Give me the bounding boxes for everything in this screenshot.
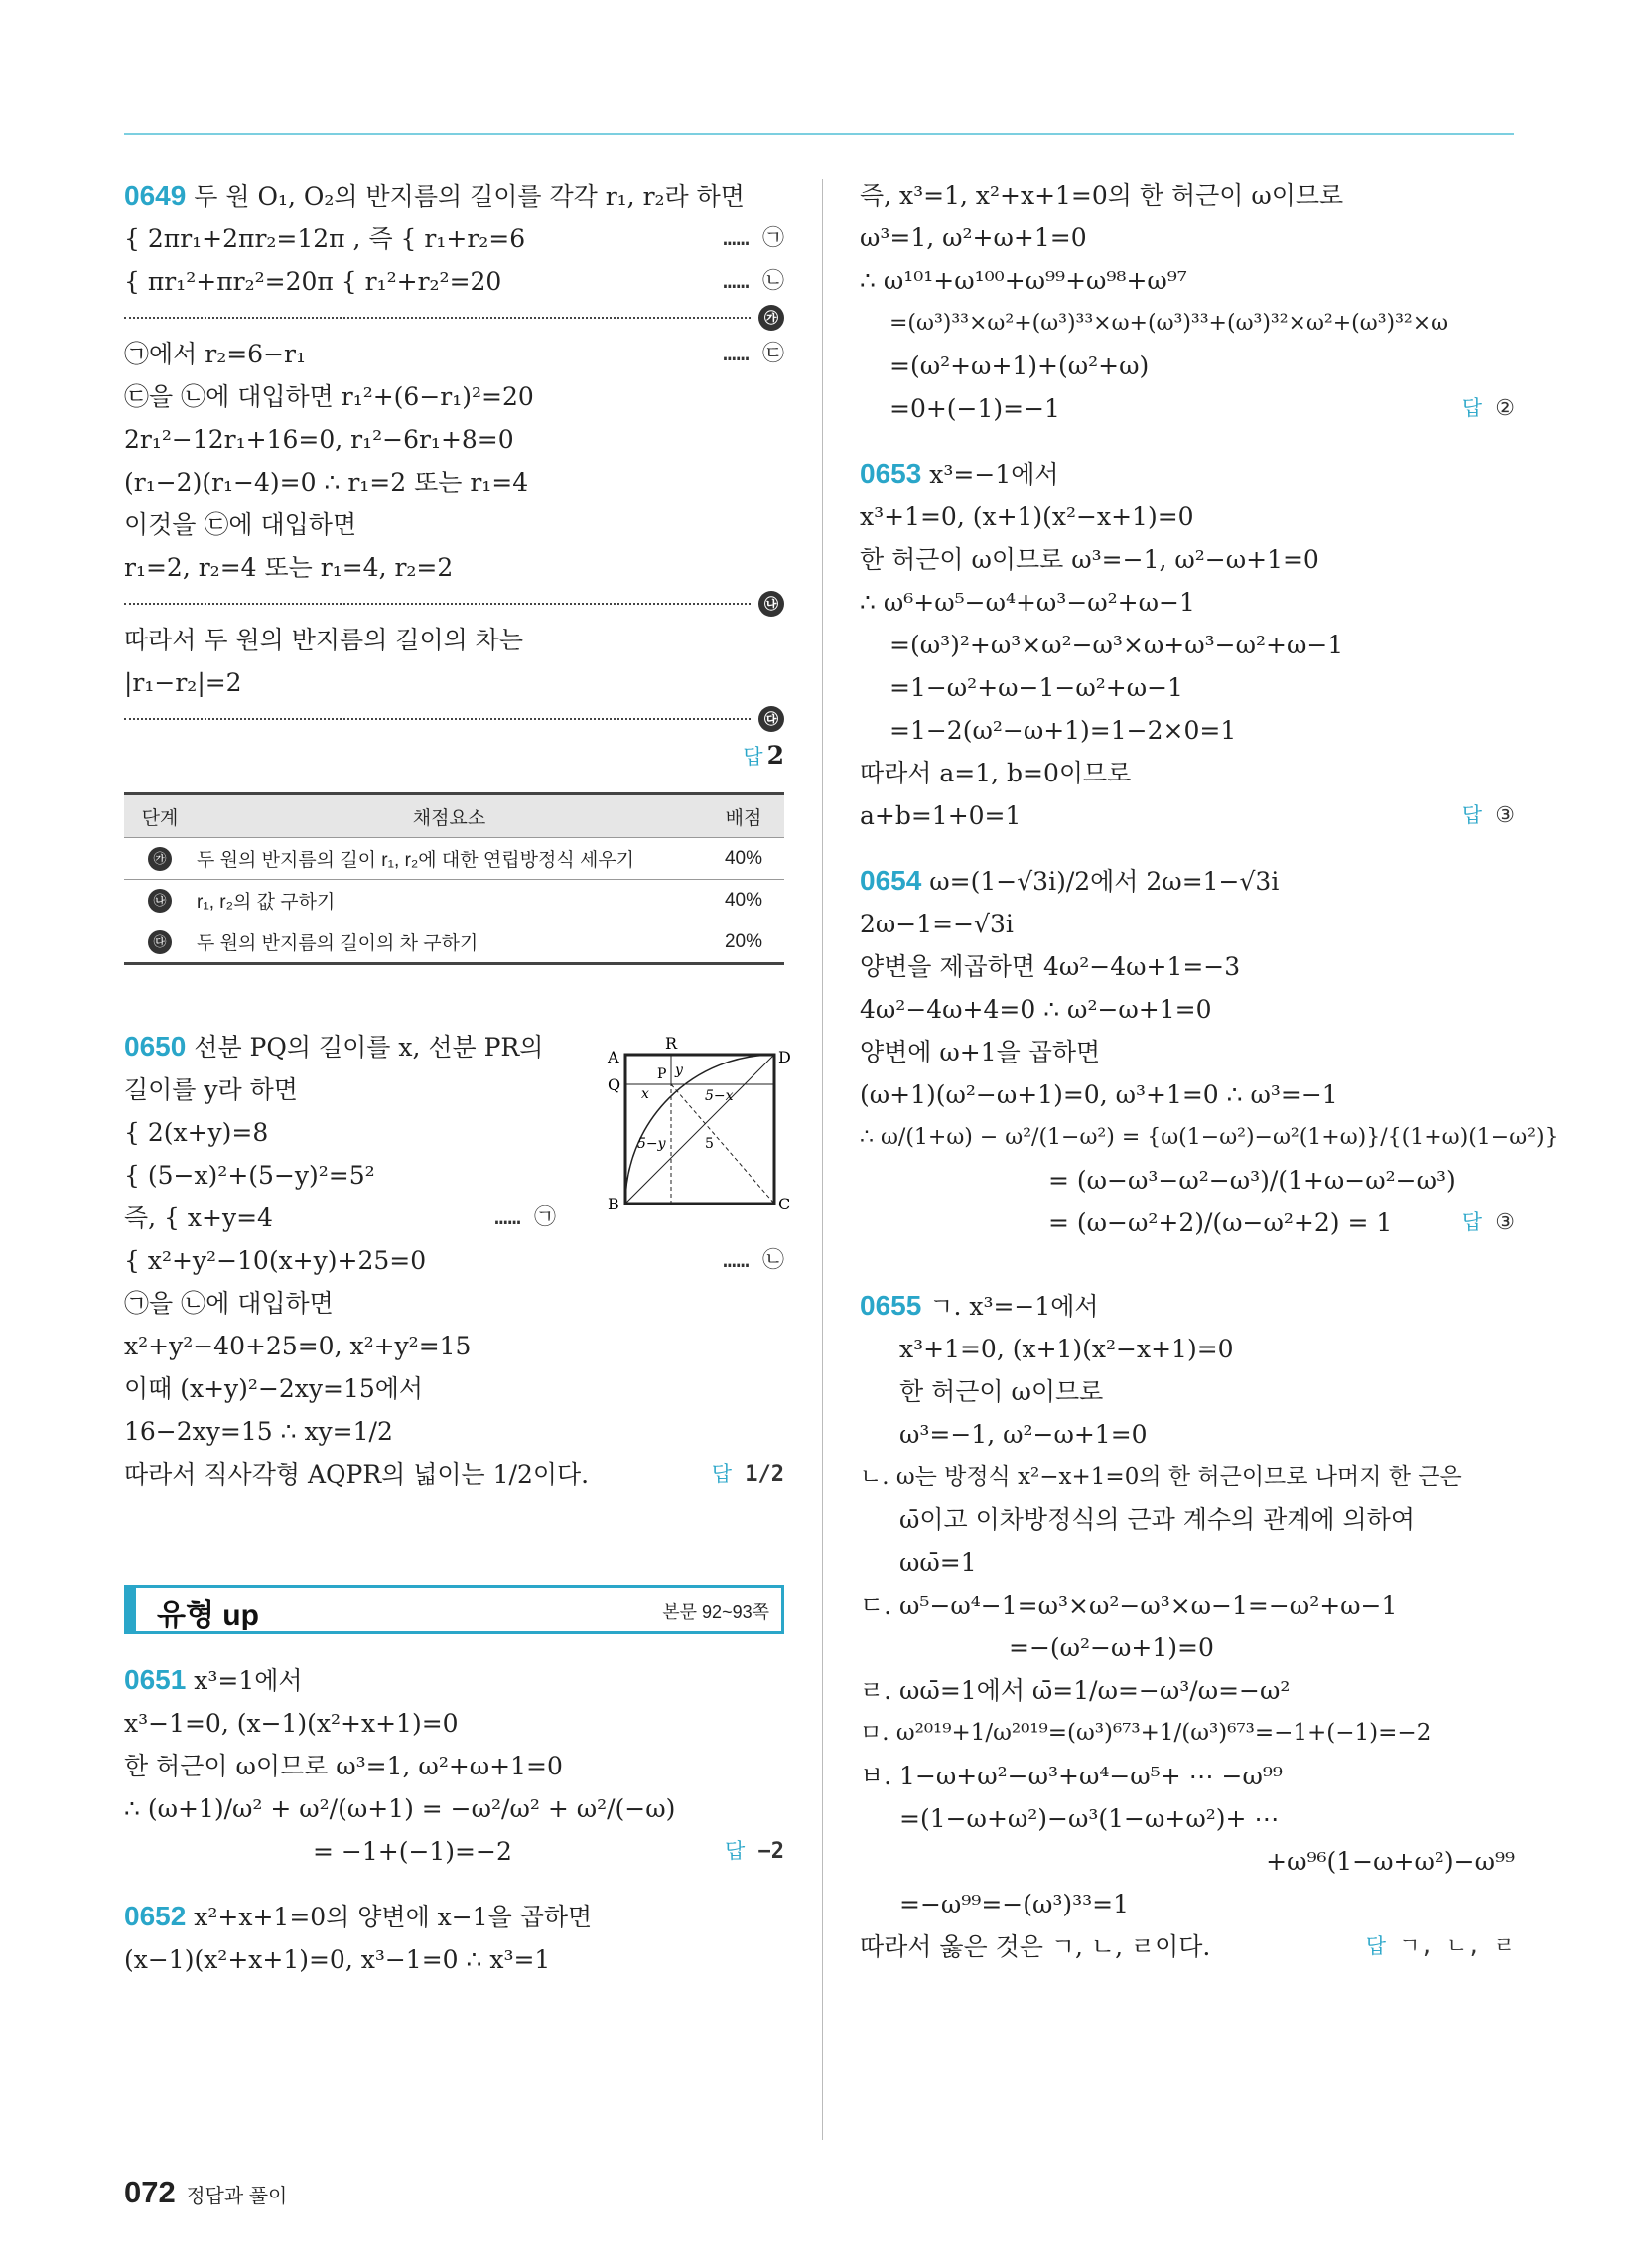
step-separator: ㉮ <box>124 303 784 333</box>
label-P: P <box>657 1066 667 1082</box>
left-column <box>124 174 791 1981</box>
label-5-y: 5−y <box>637 1136 666 1152</box>
problem-0652-continued: 즉, x³=1, x²+x+1=0의 한 허근이 ω이므로 ω³=1, ω²+ω+1=0 ∴ ω¹⁰¹+ω¹⁰⁰+ω⁹⁹+ω⁹⁸+ω⁹⁷ =(ω³)³³×ω²+(ω³)³³×ω+(ω³)³³+(ω³)³²×ω²+(ω³)³²×ω =(ω²+ω+1)+(ω²+ω) =0+(−1)=−1 답 ② <box>860 181 1515 423</box>
problem-number: 0653 <box>860 458 922 489</box>
page-number: 072 <box>124 2175 176 2209</box>
label-R: R <box>665 1034 678 1053</box>
problem-number: 0650 <box>124 1031 187 1062</box>
column-divider <box>822 179 823 2140</box>
table-row: ㉰ 두 원의 반지름의 길이의 차 구하기 20% <box>124 921 784 964</box>
section-reference: 본문 92~93쪽 <box>662 1602 769 1622</box>
problem-0655: 0655 ㄱ. x³=−1에서 x³+1=0, (x+1)(x²−x+1)=0 한 허근이 ω이므로 ω³=−1, ω²−ω+1=0 ㄴ. ω는 방정식 x²−x+1=0의 한 허근이므로 나머지 한 근은 ω̄이고 이차방정식의 근과 계수의 관계에 의하여 ωω̄=1 ㄷ. ω⁵−ω⁴−1=ω³×ω²−ω³×ω−1=−ω²+ω−1 =−(ω²−ω+1)=0 ㄹ. ωω̄=1에서 ω̄=1/ω=−ω³/ω=−ω² ㅁ. ω²⁰¹⁹+1/ω²⁰¹⁹=(ω³)⁶⁷³+1/(ω³)⁶⁷³=−1+(−1)=−2 ㅂ. 1−ω+ω²−ω³+ω⁴−ω⁵+ ⋯ −ω⁹⁹ =(1−ω+ω²)−ω³(1−ω+ω²)+ ⋯ +ω⁹⁶(1−ω+ω²)−ω⁹⁹ =−ω⁹⁹=−(ω³)³³=1 따라서 옳은 것은 ㄱ, ㄴ, ㄹ이다. 답 ㄱ, ㄴ, ㄹ <box>860 1290 1515 1961</box>
label-C: C <box>778 1195 791 1213</box>
label-x: x <box>641 1086 649 1102</box>
problem-number: 0649 <box>124 180 187 211</box>
label-5: 5 <box>705 1136 714 1152</box>
step-separator: ㉰ <box>124 704 784 734</box>
step-separator: ㉯ <box>124 589 784 619</box>
right-column <box>860 174 1559 1968</box>
problem-0653: 0653 x³=−1에서 x³+1=0, (x+1)(x²−x+1)=0 한 허근이 ω이므로 ω³=−1, ω²−ω+1=0 ∴ ω⁶+ω⁵−ω⁴+ω³−ω²+ω−1 =(ω³)²+ω³×ω²−ω³×ω+ω³−ω²+ω−1 =1−ω²+ω−1−ω²+ω−1 =1−2(ω²−ω+1)=1−2×0=1 따라서 a=1, b=0이므로 a+b=1+0=1 답 ③ <box>860 458 1515 830</box>
top-rule <box>124 133 1514 135</box>
label-D: D <box>778 1048 791 1066</box>
label-y: y <box>675 1063 683 1078</box>
problem-0650: A R D Q P B C x y 5−x 5−y 5 0650 선분 PQ의 길이를 x, 선분 PR의 길이를 y라 하면 { 2(x+y)=8 { (5−x)²+(5−y)²=5² 즉, { x+y=4 …… ㉠ { x²+y²−10(x+y)+25=0 …… ㉡ ㉠을 ㉡에 대입하면 x²+y²−40+25=0, x²+y²=15 이때 (x+y)²−2xy=15에서 16−2xy=15 ∴ xy=1/2 따라서 직사각형 AQPR의 넓이는 1/2이다. 답 1/2 <box>124 1025 784 1495</box>
label-5-x: 5−x <box>705 1088 734 1104</box>
problem-0654: 0654 ω=(1−√3i)/2에서 2ω=1−√3i 2ω−1=−√3i 양변을 제곱하면 4ω²−4ω+1=−3 4ω²−4ω+4=0 ∴ ω²−ω+1=0 양변에 ω+1을 곱하면 (ω+1)(ω²−ω+1)=0, ω³+1=0 ∴ ω³=−1 ∴ ω/(1+ω) − ω²/(1−ω²) = {ω(1−ω²)−ω²(1+ω)}/{(1+ω)(1−ω²)} = (ω−ω³−ω²−ω³)/(1+ω−ω²−ω³) = (ω−ω²+2)/(ω−ω²+2) = 1 답 ③ <box>860 865 1559 1237</box>
scoring-table: 단계 채점요소 배점 ㉮ 두 원의 반지름의 길이 r₁, r₂에 대한 연립방정식 세우기 40% ㉯ r₁, r₂의 값 구하기 40% ㉰ 두 원의 반지름의 길이의 차 구하기 20% <box>124 792 784 965</box>
problem-0651: 0651 x³=1에서 x³−1=0, (x−1)(x²+x+1)=0 한 허근이 ω이므로 ω³=1, ω²+ω+1=0 ∴ (ω+1)/ω² + ω²/(ω+1) = −ω²/ω² + ω²/(−ω) = −1+(−1)=−2 답 −2 <box>124 1664 784 1866</box>
table-row: ㉮ 두 원의 반지름의 길이 r₁, r₂에 대한 연립방정식 세우기 40% <box>124 838 784 880</box>
problem-number: 0651 <box>124 1664 187 1695</box>
footer-title: 정답과 풀이 <box>186 2186 288 2207</box>
answer: 답 2 <box>743 741 784 770</box>
problem-0649: 0649 두 원 O₁, O₂의 반지름의 길이를 각각 r₁, r₂라 하면 { 2πr₁+2πr₂=12π , 즉 { r₁+r₂=6 …… ㉠ { πr₁²+πr₂²=20π { r₁²+r₂²=20 …… ㉡ ㉮ ㉠에서 r₂=6−r₁ …… ㉢ ㉢을 ㉡에 대입하면 r₁²+(6−r₁)²=20 2r₁²−12r₁+16=0, r₁²−6r₁+8=0 (r₁−2)(r₁−4)=0 ∴ r₁=2 또는 r₁=4 이것을 ㉢에 대입하면 r₁=2, r₂=4 또는 r₁=4, r₂=2 ㉯ 따라서 두 원의 반지름의 길이의 차는 |r₁−r₂|=2 ㉰ 답 2 <box>124 174 784 779</box>
label-Q: Q <box>608 1075 621 1094</box>
problem-number: 0654 <box>860 865 922 896</box>
label-B: B <box>608 1195 619 1213</box>
problem-number: 0655 <box>860 1290 922 1321</box>
page-footer <box>124 2175 287 2210</box>
problem-number: 0652 <box>124 1901 187 1931</box>
section-header <box>124 1585 784 1634</box>
table-row: ㉯ r₁, r₂의 값 구하기 40% <box>124 880 784 921</box>
label-A: A <box>608 1048 619 1066</box>
problem-0652: 0652 x²+x+1=0의 양변에 x−1을 곱하면 (x−1)(x²+x+1)=0, x³−1=0 ∴ x³=1 <box>124 1901 593 1974</box>
section-title: 유형 up <box>157 1599 259 1631</box>
